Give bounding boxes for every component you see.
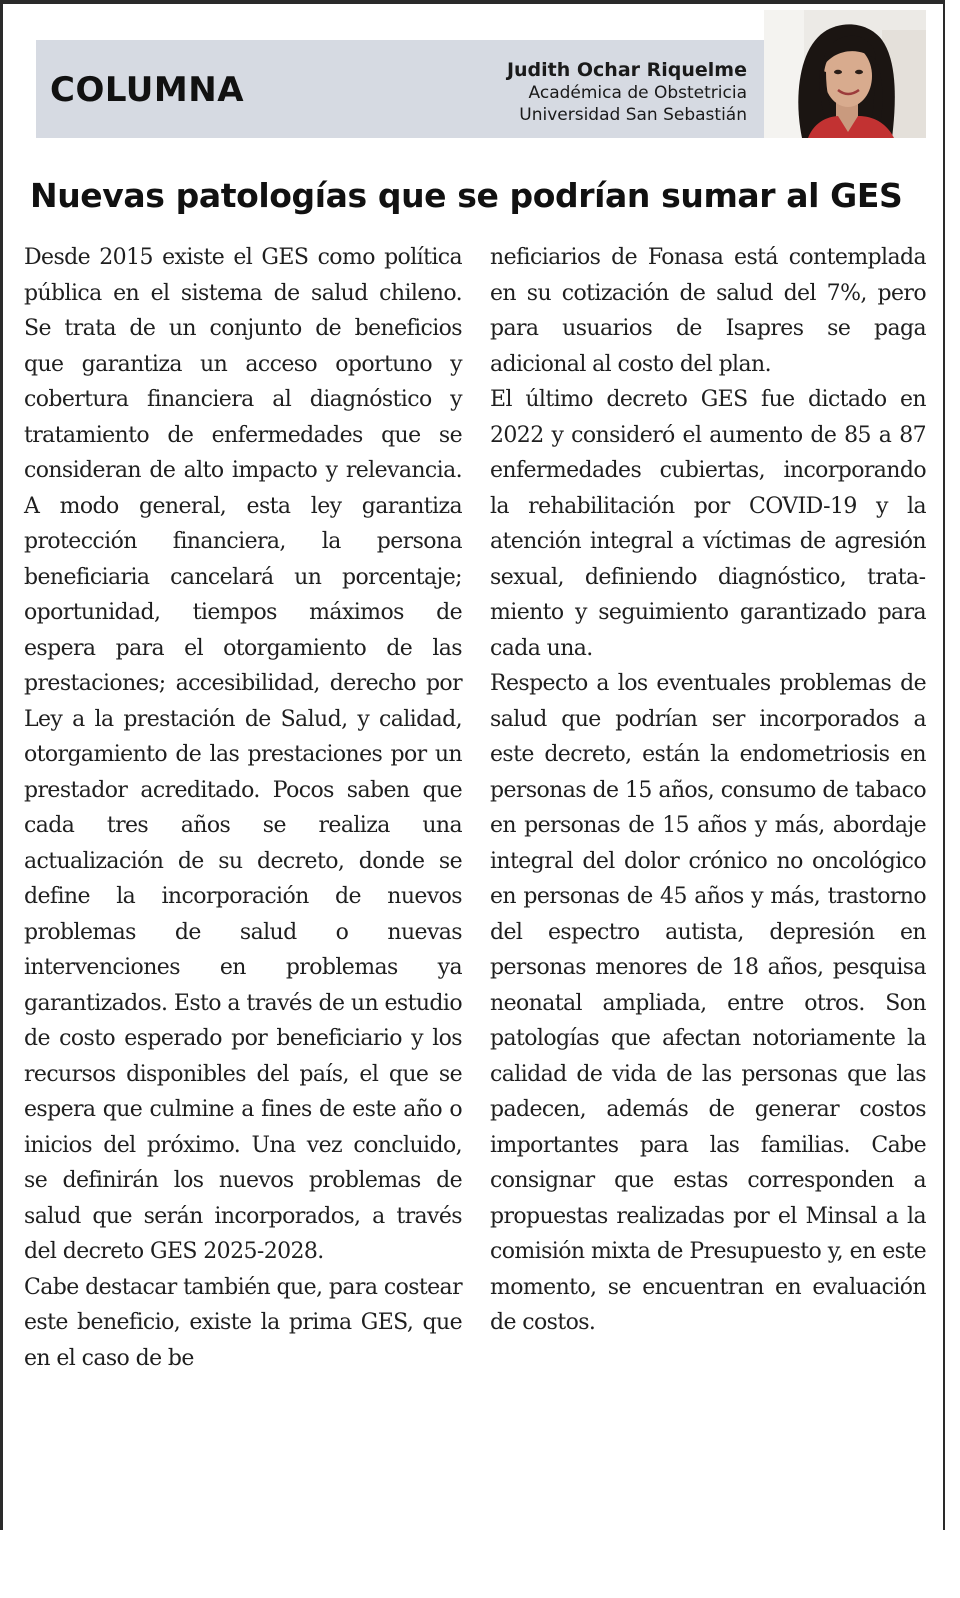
top-border-rule — [0, 0, 945, 4]
author-university: Universidad San Sebastián — [519, 105, 747, 125]
paragraph: neficiarios de Fonasa está contemplada en su cotización de salud del 7%, pero para usuarios de Isapres se paga adicional al costo del plan. — [490, 245, 926, 377]
right-border-rule — [943, 0, 945, 1530]
paragraph: El último decreto GES fue dictado en 2022 y consideró el aumento de 85 a 87 enfermedades cubiertas, incorporando la rehabilitación por COVID-19 y la atención integral a víctimas de agresión sexual, definiendo diagnóstico, tratamiento y seguimiento garantizado para cada una. — [490, 387, 926, 661]
author-name: Judith Ochar Riquelme — [506, 59, 747, 81]
author-byline — [481, 58, 747, 126]
article-headline: Nuevas patologías que se podrían sumar al GES — [30, 176, 903, 215]
left-border-rule — [0, 0, 3, 1530]
column-header-banner — [36, 40, 926, 138]
author-role: Académica de Obstetricia — [528, 83, 747, 103]
paragraph: Cabe destacar también que, para costear este beneficio, existe la prima GES, que en el caso de be — [24, 1274, 462, 1371]
article-column-left — [24, 240, 462, 1376]
paragraph: Respecto a los eventuales problemas de salud que podrían ser incorporados a este decreto, están la endometriosis en personas de 15 años, consumo de tabaco en personas de 15 años y más, abordaje integral del dolor crónico no oncológico en personas de 45 años y más, trastorno del espectro autista, depresión en personas menores de 18 años, pesquisa neonatal ampliada, entre otros. Son patologías que afectan notoriamente la calidad de vida de las personas que las padecen, además de generar costos importantes para las familias. Cabe consignar que estas corresponden a propuestas realizadas por el Minsal a la comisión mixta de Presupuesto y, en este momento, se encuentran en evaluación de costos. — [490, 671, 926, 1335]
author-portrait-photo — [764, 10, 926, 138]
section-label: COLUMNA — [50, 70, 245, 110]
article-column-right — [490, 240, 926, 1341]
paragraph: Desde 2015 existe el GES como política pública en el sistema de salud chileno. Se trata de un conjunto de beneficios que garantiza un acceso oportuno y cobertura financiera al diagnóstico y tratamiento de enfermedades que se consideran de alto impacto y relevancia. A modo general, esta ley garantiza protección financiera, la persona beneficiaria cancelará un porcentaje; oportunidad, tiempos máximos de espera para el otorgamiento de las prestaciones; accesibilidad, derecho por Ley a la prestación de Salud, y calidad, otorgamiento de las prestaciones por un prestador acreditado. Pocos saben que cada tres años se realiza una actualización de su decreto, donde se define la incorporación de nuevos problemas de salud o nuevas intervenciones en problemas ya garantizados. Esto a través de un estudio de costo esperado por beneficiario y los recursos disponibles del país, el que se espera que culmine a fines de este año o inicios del próximo. Una vez concluido, se definirán los nuevos problemas de salud que serán incorporados, a través del decreto GES 2025-2028. — [24, 245, 462, 1264]
